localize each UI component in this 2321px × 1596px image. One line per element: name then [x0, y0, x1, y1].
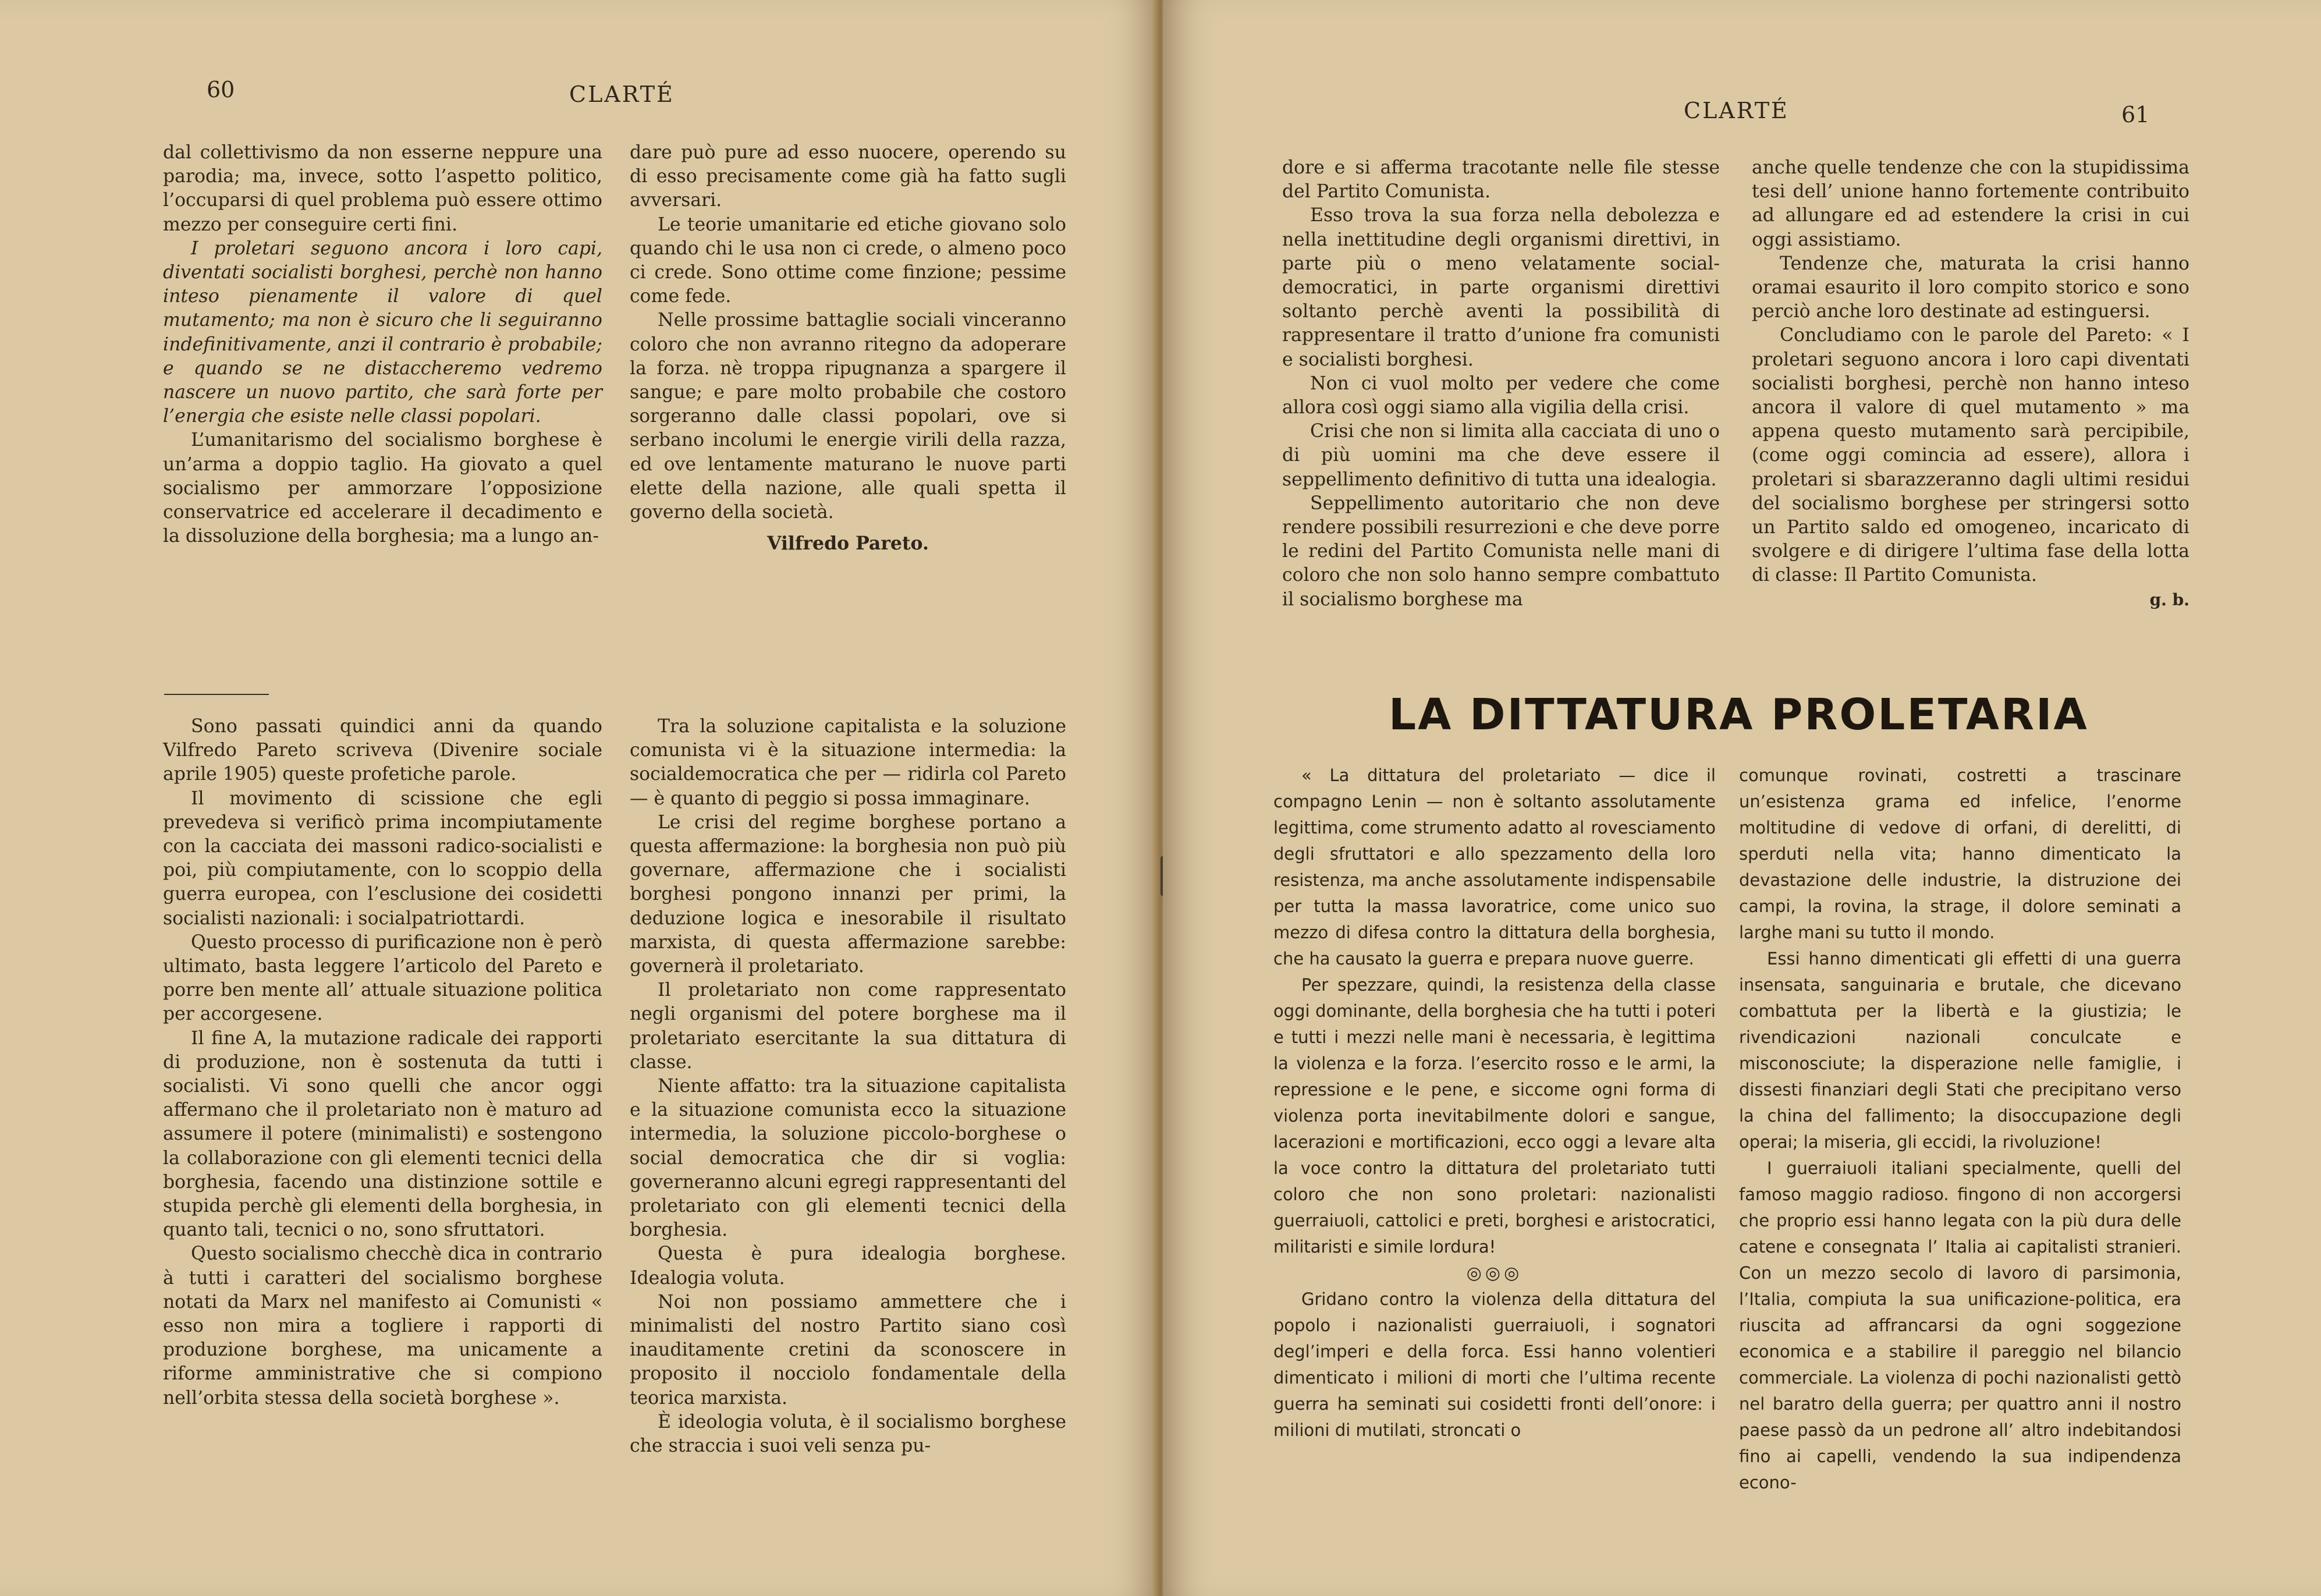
- signature: Vilfredo Pareto.: [767, 533, 929, 555]
- paragraph: Il fine A, la mutazione radicale dei rapporti di produzione, non è sostenuta da tutti i socialisti. Vi sono quelli che ancor oggi affermano che il proletariato non è maturo ad assumere il potere (minimalisti) e sostengono la collaborazione con gli elementi tecnici della borghesia, facendo una distinzione sottile e stupida perchè gli elementi della borghesia, in quanto tali, tecnici o no, sono sfruttatori.: [163, 1027, 602, 1241]
- paragraph: I guerraiuoli italiani specialmente, quelli del famoso maggio radioso. fingono di non accorgersi che proprio essi hanno legata con la più dura delle catene e consegnata l’ Italia ai capitalisti stranieri. Con un mezzo secolo di lavoro di parsimonia, l’Italia, compiuta la sua unificazione-politica, era riuscita ad affrancarsi da ogni soggezione economica e a stabilire il pareggio nel bilancio commerciale. La violenza di pochi nazionalisti gettò nel baratro della guerra; per quattro anni il nostro paese passò da un pedrone all’ altro indebitandosi fino ai capelli, vendendo la sua indipendenza econo-: [1739, 1158, 2181, 1492]
- running-header-right: CLARTÉ: [1684, 98, 1789, 123]
- paragraph: Gridano contro la violenza della dittatura del popolo i nazionalisti guerraiuoli, i sognatori degl’imperi e della forca. Essi hanno volentieri dimenticato i milioni di morti che l’ultima recente guerra ha seminati sui cosidetti fronti dell’onore: i milioni di mutilati, stroncati o: [1273, 1289, 1716, 1440]
- right-top-column-1: [1282, 156, 1720, 612]
- section-divider-rule: [164, 694, 269, 695]
- left-top-column-1: [163, 141, 602, 548]
- paragraph: I proletari seguono ancora i loro capi, diventati socialisti borghesi, perchè non hanno inteso pienamente il valore di quel mutamento; ma non è sicuro che li seguiranno indefinitivamente, anzi il contrario è probabile; e quando se ne distaccheremo vedremo nascere un nuovo partito, che sarà forte per l’energia che esiste nelle classi popolari.: [163, 237, 602, 427]
- right-page: [1163, 0, 2321, 1596]
- paragraph: Questo socialismo checchè dica in contrario à tutti i caratteri del socialismo borghese notati da Marx nel manifesto ai Comunisti « esso non mira a togliere i rapporti di produzione borghese, ma unicamente a riforme amministrative che si compiono nell’orbita stessa della società borghese ».: [163, 1243, 602, 1409]
- paragraph: Le teorie umanitarie ed etiche giovano solo quando chi le usa non ci crede, o almeno poco ci crede. Sono ottime come finzione; pessime come fede.: [630, 214, 1066, 307]
- paragraph: Le crisi del regime borghese portano a questa affermazione: la borghesia non può più governare, affermazione che i socialisti borghesi pongono innanzi per primi, la deduzione logica e inesorabile il risultato marxista, di questa affermazione sarebbe: governerà il proletariato.: [630, 811, 1066, 977]
- paragraph: Sono passati quindici anni da quando Vilfredo Pareto scriveva (Divenire sociale aprile 1905) queste profetiche parole.: [163, 716, 602, 785]
- left-top-column-2: [630, 141, 1066, 555]
- paragraph: dare può pure ad esso nuocere, operendo su di esso precisamente come già ha fatto sugli avversari.: [630, 142, 1066, 211]
- left-bottom-column-2: [630, 715, 1066, 1458]
- paragraph: Il proletariato non come rappresentato negli organismi del potere borghese ma il proletariato esercitante la sua dittatura di classe.: [630, 980, 1066, 1073]
- paragraph: anche quelle tendenze che con la stupidissima tesi dell’ unione hanno fortemente contribuito ad allungare ed ad estendere la crisi in cui oggi assistiamo.: [1752, 157, 2189, 250]
- paragraph: Nelle prossime battaglie sociali vinceranno coloro che non avranno ritegno da adoperare la forza. nè troppa ripugnanza a spargere il sangue; e pare molto probabile che costoro sorgeranno dalle classi popolari, ove si serbano incolumi le energie virili della razza, ed ove lentamente maturano le nuove parti elette della nazione, alle quali spetta il governo della società.: [630, 310, 1066, 523]
- article-headline: LA DITTATURA PROLETARIA: [1389, 690, 2089, 740]
- left-page: [0, 0, 1158, 1596]
- paragraph: Questo processo di purificazione non è però ultimato, basta leggere l’articolo del Pareto e porre ben mente all’ attuale situazione politica per accorgesene.: [163, 931, 602, 1025]
- paragraph: Seppellimento autoritario che non deve rendere possibili resurrezioni e che deve porre le redini del Partito Comunista nelle mani di coloro che non solo hanno sempre combattuto il socialismo borghese ma: [1282, 492, 1720, 610]
- paragraph: dal collettivismo da non esserne neppure una parodia; ma, invece, sotto l’aspetto politico, l’occuparsi di quel problema può essere ottimo mezzo per conseguire certi fini.: [163, 142, 602, 235]
- paragraph: Tendenze che, maturata la crisi hanno oramai esaurito il loro compito storico e sono perciò anche loro destinate ad estinguersi.: [1752, 253, 2189, 322]
- section-ornament: ◎◎◎: [1466, 1263, 1523, 1283]
- right-top-column-2: [1752, 156, 2189, 612]
- paragraph: Esso trova la sua forza nella debolezza e nella inettitudine degli organismi direttivi, in parte più o meno velatamente social-democratici, in parte organismi direttivi soltanto perchè aventi la possibilità di rappresentare il tratto d’unione fra comunisti e socialisti borghesi.: [1282, 205, 1720, 370]
- paragraph: Crisi che non si limita alla cacciata di uno o di più uomini ma che deve essere il seppellimento definitivo di tutta una idealogia.: [1282, 421, 1720, 490]
- paragraph: Noi non possiamo ammettere che i minimalisti del nostro Partito siano così inauditamente cretini da sconoscere in proposito il nocciolo fondamentale della teorica marxista.: [630, 1291, 1066, 1409]
- paragraph: Per spezzare, quindi, la resistenza della classe oggi dominante, della borghesia che ha tutti i poteri e tutti i mezzi nelle mani è necessaria, è legittima la violenza e la forza. l’esercito rosso e le armi, la repressione e le pene, e siccome ogni forma di violenza porta inevitabilmente dolori e sangue, lacerazioni e mortificazioni, ecco oggi a levare alta la voce contro la dittatura del proletariato tutti coloro che non sono proletari: nazionalisti guerraiuoli, cattolici e preti, borghesi e aristocratici, militaristi e simile lordura!: [1273, 975, 1716, 1257]
- author-initials: g. b.: [2149, 590, 2189, 609]
- running-header-left: CLARTÉ: [569, 81, 675, 107]
- paragraph: L’umanitarismo del socialismo borghese è un’arma a doppio taglio. Ha giovato a quel socialismo per ammorzare l’opposizione conservatrice ed accelerare il decadimento e la dissoluzione della borghesia; ma a lungo an-: [163, 430, 602, 547]
- paragraph: È ideologia voluta, è il socialismo borghese che straccia i suoi veli senza pu-: [630, 1411, 1066, 1457]
- right-bottom-column-2: [1739, 762, 2181, 1496]
- paragraph: « La dittatura del proletariato — dice il compagno Lenin — non è soltanto assolutamente legittima, come strumento adatto al rovesciamento degli sfruttatori e allo spezzamento della loro resistenza, ma anche assolutamente indispensabile per tutta la massa lavoratrice, come unico suo mezzo di difesa contro la dittatura della borghesia, che ha causato la guerra e prepara nuove guerre.: [1273, 765, 1716, 969]
- paragraph: Il movimento di scissione che egli prevedeva si verificò prima incompiutamente con la cacciata dei massoni radico-socialisti e poi, più compiutamente, con lo scoppio della guerra europea, con l’esclusione dei cosidetti socialisti nazionali: i socialpatriottardi.: [163, 788, 602, 929]
- page-number-right: 61: [2121, 102, 2150, 127]
- paragraph: Tra la soluzione capitalista e la soluzione comunista vi è la situazione intermedia: la socialdemocratica che per — ridirla col Pareto — è quanto di peggio si possa immaginare.: [630, 716, 1066, 809]
- left-bottom-column-1: [163, 715, 602, 1410]
- page-number-left: 60: [207, 77, 235, 102]
- paragraph: Concludiamo con le parole del Pareto: « I proletari seguono ancora i loro capi diventati socialisti borghesi, perchè non hanno inteso ancora il valore di quel mutamento » ma appena questo mutamento sarà percipibile, (come oggi comincia ad essere), allora i proletari si sbarazzeranno dagli ultimi residui del socialismo borghese per stringersi sotto un Partito saldo ed omogeneo, incaricato di svolgere e di dirigere l’ultima fase della lotta di classe: Il Partito Comunista.: [1752, 325, 2189, 586]
- paragraph: comunque rovinati, costretti a trascinare un’esistenza grama ed infelice, l’enorme moltitudine di vedove di orfani, di derelitti, di sperduti nella vita; hanno dimenticato la devastazione delle industrie, la distruzione dei campi, la rovina, la strage, il dolore seminati a larghe mani su tutto il mondo.: [1739, 765, 2181, 942]
- right-bottom-column-1: [1273, 762, 1716, 1444]
- paragraph: Essi hanno dimenticati gli effetti di una guerra insensata, sanguinaria e brutale, che dicevano combattuta per la libertà e la giustizia; le rivendicazioni nazionali conculcate e misconosciute; la disperazione nelle famiglie, i dissesti finanziari degli Stati che precipitano verso la china del fallimento; la disoccupazione degli operai; la miseria, gli eccidi, la rivoluzione!: [1739, 949, 2181, 1152]
- paragraph: dore e si afferma tracotante nelle file stesse del Partito Comunista.: [1282, 157, 1720, 203]
- paragraph: Non ci vuol molto per vedere che come allora così oggi siamo alla vigilia della crisi.: [1282, 373, 1720, 418]
- paragraph: Questa è pura idealogia borghese. Idealogia voluta.: [630, 1243, 1066, 1289]
- paragraph: Niente affatto: tra la situazione capitalista e la situazione comunista ecco la situazione intermedia, la soluzione piccolo-borghese o social democratica che dir si voglia: governeranno alcuni egregi rappresentanti del proletariato con gli elementi tecnici della borghesia.: [630, 1076, 1066, 1241]
